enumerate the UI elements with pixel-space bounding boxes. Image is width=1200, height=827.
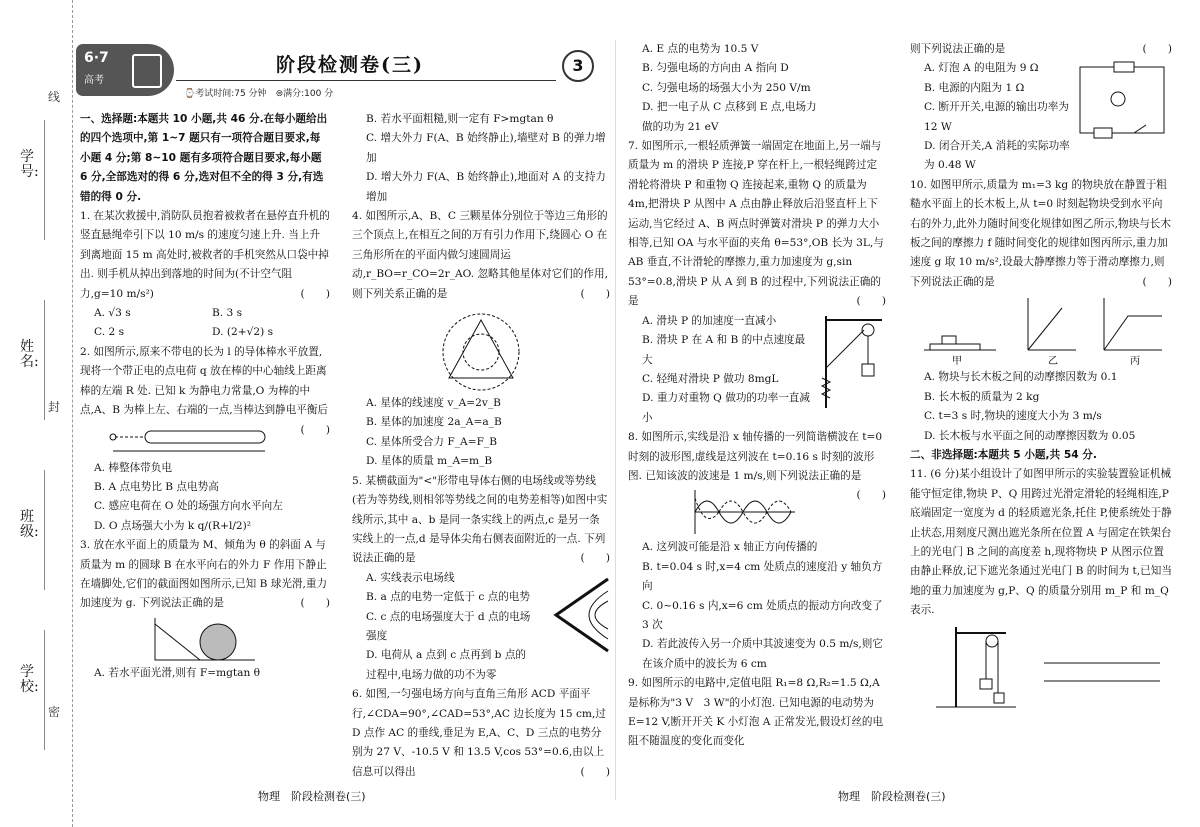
- q5-option-c: C. c 点的电场强度大于 d 点的电场强度: [366, 610, 531, 642]
- q7-option-d: D. 重力对重物 Q 做功的功率一直减小: [642, 392, 810, 424]
- footer-left: 物理 阶段检测卷(三): [258, 790, 366, 803]
- q3-option-d: D. 增大外力 F(A、B 始终静止),地面对 A 的支持力增加: [366, 171, 606, 203]
- q10-figures: [916, 294, 1166, 366]
- q5-option-d: D. 电荷从 a 点到 c 点再到 b 点的过程中,电场力做的功不为零: [366, 649, 527, 681]
- question-6: 6. 如图,一匀强电场方向与直角三角形 ACD 平面平行,∠CDA=90°,∠CAD=53°,AC 边长度为 15 cm,过 D 点作 AC 的垂线,垂足为 E,A、C、D 三点的电势分别为 27 V、-10.5 V 和 13.5 V,cos 53°=0.6,由以上信息可以得出 ( ): [352, 688, 610, 778]
- q8-option-d: D. 若此波传入另一介质中其波速变为 0.5 m/s,则它在该介质中的波长为 6 cm: [642, 638, 883, 670]
- q6-option-c: C. 匀强电场的场强大小为 250 V/m: [642, 81, 811, 94]
- q2-option-b: B. A 点电势比 B 点电势高: [94, 480, 219, 493]
- page-divider: [615, 40, 616, 800]
- question-1-options: C. 2 s D. (2+√2) s: [94, 326, 274, 339]
- q6-option-a: A. E 点的电势为 10.5 V: [642, 43, 759, 55]
- q9-option-a: A. 灯泡 A 的电阻为 9 Ω: [924, 62, 1039, 75]
- q6-option-d: D. 把一电子从 C 点移到 E 点,电场力做的功为 21 eV: [642, 101, 817, 133]
- q3-option-b: B. 若水平面粗糙,则一定有 F>mgtan θ: [366, 113, 554, 125]
- q4-option-b: B. 星体的加速度 2a_A=a_B: [366, 416, 502, 429]
- question-1-options: A. √3 s B. 3 s: [94, 307, 243, 320]
- q6-option-b: B. 匀强电场的方向由 A 指向 D: [642, 62, 789, 75]
- footer-right: 物理 阶段检测卷(三): [838, 790, 946, 803]
- question-5: 5. 某横截面为"<"形带电导体右侧的电场线或等势线(若为等势线,则相邻等势线之间的电势差相等)如图中实线所示,其中 a、b 是同一条实线上的两点,c 是另一条实线上的一点,d 是导体尖角右侧表面附近的一点. 下列说法正确的是 ( ): [352, 474, 610, 565]
- name-line: [44, 300, 45, 420]
- q4-option-d: D. 星体的质量 m_A=m_B: [366, 455, 493, 468]
- column-2: [352, 110, 610, 782]
- q10-option-b: B. 长木板的质量为 2 kg: [924, 390, 1040, 403]
- q7-figure: [818, 314, 884, 410]
- seal-feng: 封: [48, 400, 61, 414]
- q4-figure: [431, 306, 531, 392]
- fig-jia-label: 甲: [952, 356, 962, 367]
- q2-figure: [105, 423, 275, 457]
- logo-number: 6·7: [84, 50, 109, 66]
- question-11: 11. (6 分)某小组设计了如图甲所示的实验装置验证机械能守恒定律,物块 P、Q 用跨过光滑定滑轮的轻绳相连,P 底端固定一宽度为 d 的轻质遮光条,托住 P,使系统处于静止状态,用刻度尺测出遮光条所在位置 A 与固定在铁架台上的光电门 B 之间的高度差 h,现将物块 P 从图示位置由静止释放,记下遮光条通过光电门 B 的时间为 t,已知当地的重力加速度为 g,P、Q 的质量分别用 m_P 和 m_Q 表示.: [910, 468, 1172, 617]
- column-3: [628, 40, 886, 752]
- fig-bing-label: 丙: [1130, 356, 1140, 367]
- notebook-icon: [132, 54, 162, 88]
- q11-figures: [916, 623, 1166, 715]
- exam-number-badge: 3: [562, 50, 594, 82]
- name-line: [44, 470, 45, 590]
- name-line: [44, 120, 45, 240]
- xue-xiao-label: 学校:: [20, 664, 39, 695]
- q7-options-block: [628, 312, 886, 428]
- question-8: 8. 如图所示,实线是沿 x 轴传播的一列简谐横波在 t=0 时刻的波形图,虚线是这列波在 t=0.16 s 时刻的波形图. 已知该波的波速是 1 m/s,则下列说法正确的是 ( ): [628, 431, 886, 502]
- q9-option-b: B. 电源的内阻为 1 Ω: [924, 81, 1025, 94]
- exam-score: ⊜满分:100 分: [275, 89, 334, 99]
- header-rule: [176, 80, 556, 81]
- column-4: [910, 40, 1172, 717]
- q8-option-b: B. t=0.04 s 时,x=4 cm 处质点的速度沿 y 轴负方向: [642, 560, 883, 593]
- question-2: 2. 如图所示,原来不带电的长为 l 的导体棒水平放置,现将一个带正电的点电荷 q 放在棒的中心轴线上距离棒的左端 R 处. 已知 k 为静电力常量,O 为棒的中点,A、B 为棒上左、右端的一点,当棒达到静电平衡后 ( ): [80, 345, 330, 436]
- exam-meta: [184, 86, 333, 99]
- q7-option-c: C. 轻绳对滑块 P 做功 8mgL: [642, 372, 779, 385]
- question-10: 10. 如图甲所示,质量为 m₁=3 kg 的物块放在静置于粗糙水平面上的长木板上,从 t=0 时刻起物块受到水平向右的外力,此外力随时间变化规律如图乙所示,物块与长木板之间的摩擦力 f 随时间变化的规律如图丙所示,重力加速度 g 取 10 m/s²,设最大静摩擦力等于滑动摩擦力,则下列说法正确的是 ( ): [910, 178, 1172, 288]
- q2-option-a: A. 棒整体带负电: [94, 461, 172, 474]
- q10-option-c: C. t=3 s 时,物块的速度大小为 3 m/s: [924, 410, 1102, 423]
- q7-option-b: B. 滑块 P 在 A 和 B 的中点速度最大: [642, 334, 806, 366]
- q5-figure: [548, 577, 610, 653]
- ban-ji-label: 班级:: [20, 509, 39, 540]
- q5-options-block: [352, 569, 610, 685]
- q9-circuit-figure: [1074, 59, 1170, 139]
- q4-option-a: A. 星体的线速度 v_A=2v_B: [366, 397, 501, 410]
- xing-ming-label: 姓名:: [20, 339, 39, 370]
- section-2-heading: 二、非选择题:本题共 5 小题,共 54 分.: [910, 448, 1097, 461]
- question-7: 7. 如图所示,一根轻质弹簧一端固定在地面上,另一端与质量为 m 的滑块 P 连接,P 穿在杆上,一根轻绳跨过定滑轮将滑块 P 和重物 Q 连接起来,重物 Q 的质量为 4m,把滑块 P 从图中 A 点由静止释放后沿竖直杆上下运动,当它经过 A、B 两点时弹簧对滑块 P 的弹力大小相等,已知 OA 与水平面的夹角 θ=53°,OB 长为 3L,与 AB 垂直,不计滑轮的摩擦力,重力加速度为 g,sin 53°=0.8,滑块 P 从 A 到 B 的过程中,下列说法正确的是 ( ): [628, 140, 886, 308]
- xue-hao-label: 学号:: [20, 149, 39, 180]
- q8-figure: [687, 488, 797, 536]
- column-1: [80, 110, 330, 683]
- q10-option-d: D. 长木板与水平面之间的动摩擦因数为 0.05: [924, 429, 1136, 442]
- exam-time: ⌚考试时间:75 分钟: [184, 89, 267, 99]
- seal-mi: 密: [48, 705, 61, 719]
- section-1-heading: 一、选择题:本题共 10 小题,共 46 分.在每小题给出的四个选项中,第 1~7 题只有一项符合题目要求,每小题 4 分;第 8~10 题有多项符合题目要求,每小题 6 分,全部选对的得 6 分,选对但不全的得 3 分,有选错的得 0 分.: [80, 113, 328, 203]
- question-4: 4. 如图所示,A、B、C 三颗星体分别位于等边三角形的三个顶点上,在相互之间的万有引力作用下,绕圆心 O 在三角形所在的平面内做匀速圆周运动,r_BO=r_CO=2r_AO. 忽略其他星体对它们的作用,则下列关系正确的是 ( ): [352, 210, 610, 300]
- q5-option-a: A. 实线表示电场线: [366, 571, 455, 584]
- q9-option-d: D. 闭合开关,A 消耗的实际功率为 0.48 W: [924, 140, 1070, 172]
- question-1: 1. 在某次救援中,消防队员抱着被救者在悬停直升机的竖直悬绳牵引下以 10 m/s 的速度匀速上升. 当上升到离地面 15 m 高处时,被救者的手机突然从口袋中掉出. 则手机从掉出到落地的时间为(不计空气阻力,g=10 m/s²) ( ): [80, 210, 330, 300]
- q3-option-a: A. 若水平面光滑,则有 F=mgtan θ: [94, 666, 261, 679]
- name-line: [44, 630, 45, 750]
- page-title: 阶段检测卷(三): [276, 54, 424, 76]
- q9-options-block: [910, 59, 1172, 175]
- q8-option-c: C. 0~0.16 s 内,x=6 cm 处质点的振动方向改变了 3 次: [642, 599, 883, 631]
- q2-option-d: D. O 点场强大小为 k q/(R+l/2)²: [94, 519, 252, 532]
- q8-option-a: A. 这列波可能是沿 x 轴正方向传播的: [642, 541, 818, 554]
- logo-subtitle: 高考: [84, 75, 104, 86]
- q10-option-a: A. 物块与长木板之间的动摩擦因数为 0.1: [924, 371, 1118, 384]
- brand-logo: [76, 44, 174, 96]
- seal-xian: 线: [48, 90, 61, 104]
- q2-option-c: C. 感应电荷在 O 处的场强方向水平向左: [94, 500, 283, 513]
- q5-option-b: B. a 点的电势一定低于 c 点的电势: [366, 591, 530, 604]
- q3-figure: [150, 616, 260, 662]
- question-3: 3. 放在水平面上的质量为 M、倾角为 θ 的斜面 A 与质量为 m 的圆球 B 在水平向右的外力 F 作用下静止在墙脚处,它们的截面图如图所示,已知 B 球光滑,重力加速度为 g. 下列说法正确的是 ( ): [80, 539, 330, 610]
- q4-option-c: C. 星体所受合力 F_A=F_B: [366, 435, 497, 448]
- q7-option-a: A. 滑块 P 的加速度一直减小: [642, 314, 777, 327]
- binding-margin: [0, 0, 73, 827]
- q9-option-c: C. 断开开关,电源的输出功率为 12 W: [924, 101, 1069, 133]
- question-9: 9. 如图所示的电路中,定值电阻 R₁=8 Ω,R₂=1.5 Ω,A 是标称为"3 V 3 W"的小灯泡. 已知电源的电动势为 E=12 V,断开开关 K 小灯泡 A 正常发光,假设灯丝的电阻不随温度的变化而变化: [628, 677, 884, 748]
- fig-yi-label: 乙: [1048, 356, 1058, 367]
- page-header: [76, 44, 606, 102]
- q3-option-c: C. 增大外力 F(A、B 始终静止),墙壁对 B 的弹力增加: [366, 132, 606, 164]
- q9-tail: 则下列说法正确的是 ( ): [910, 43, 1172, 55]
